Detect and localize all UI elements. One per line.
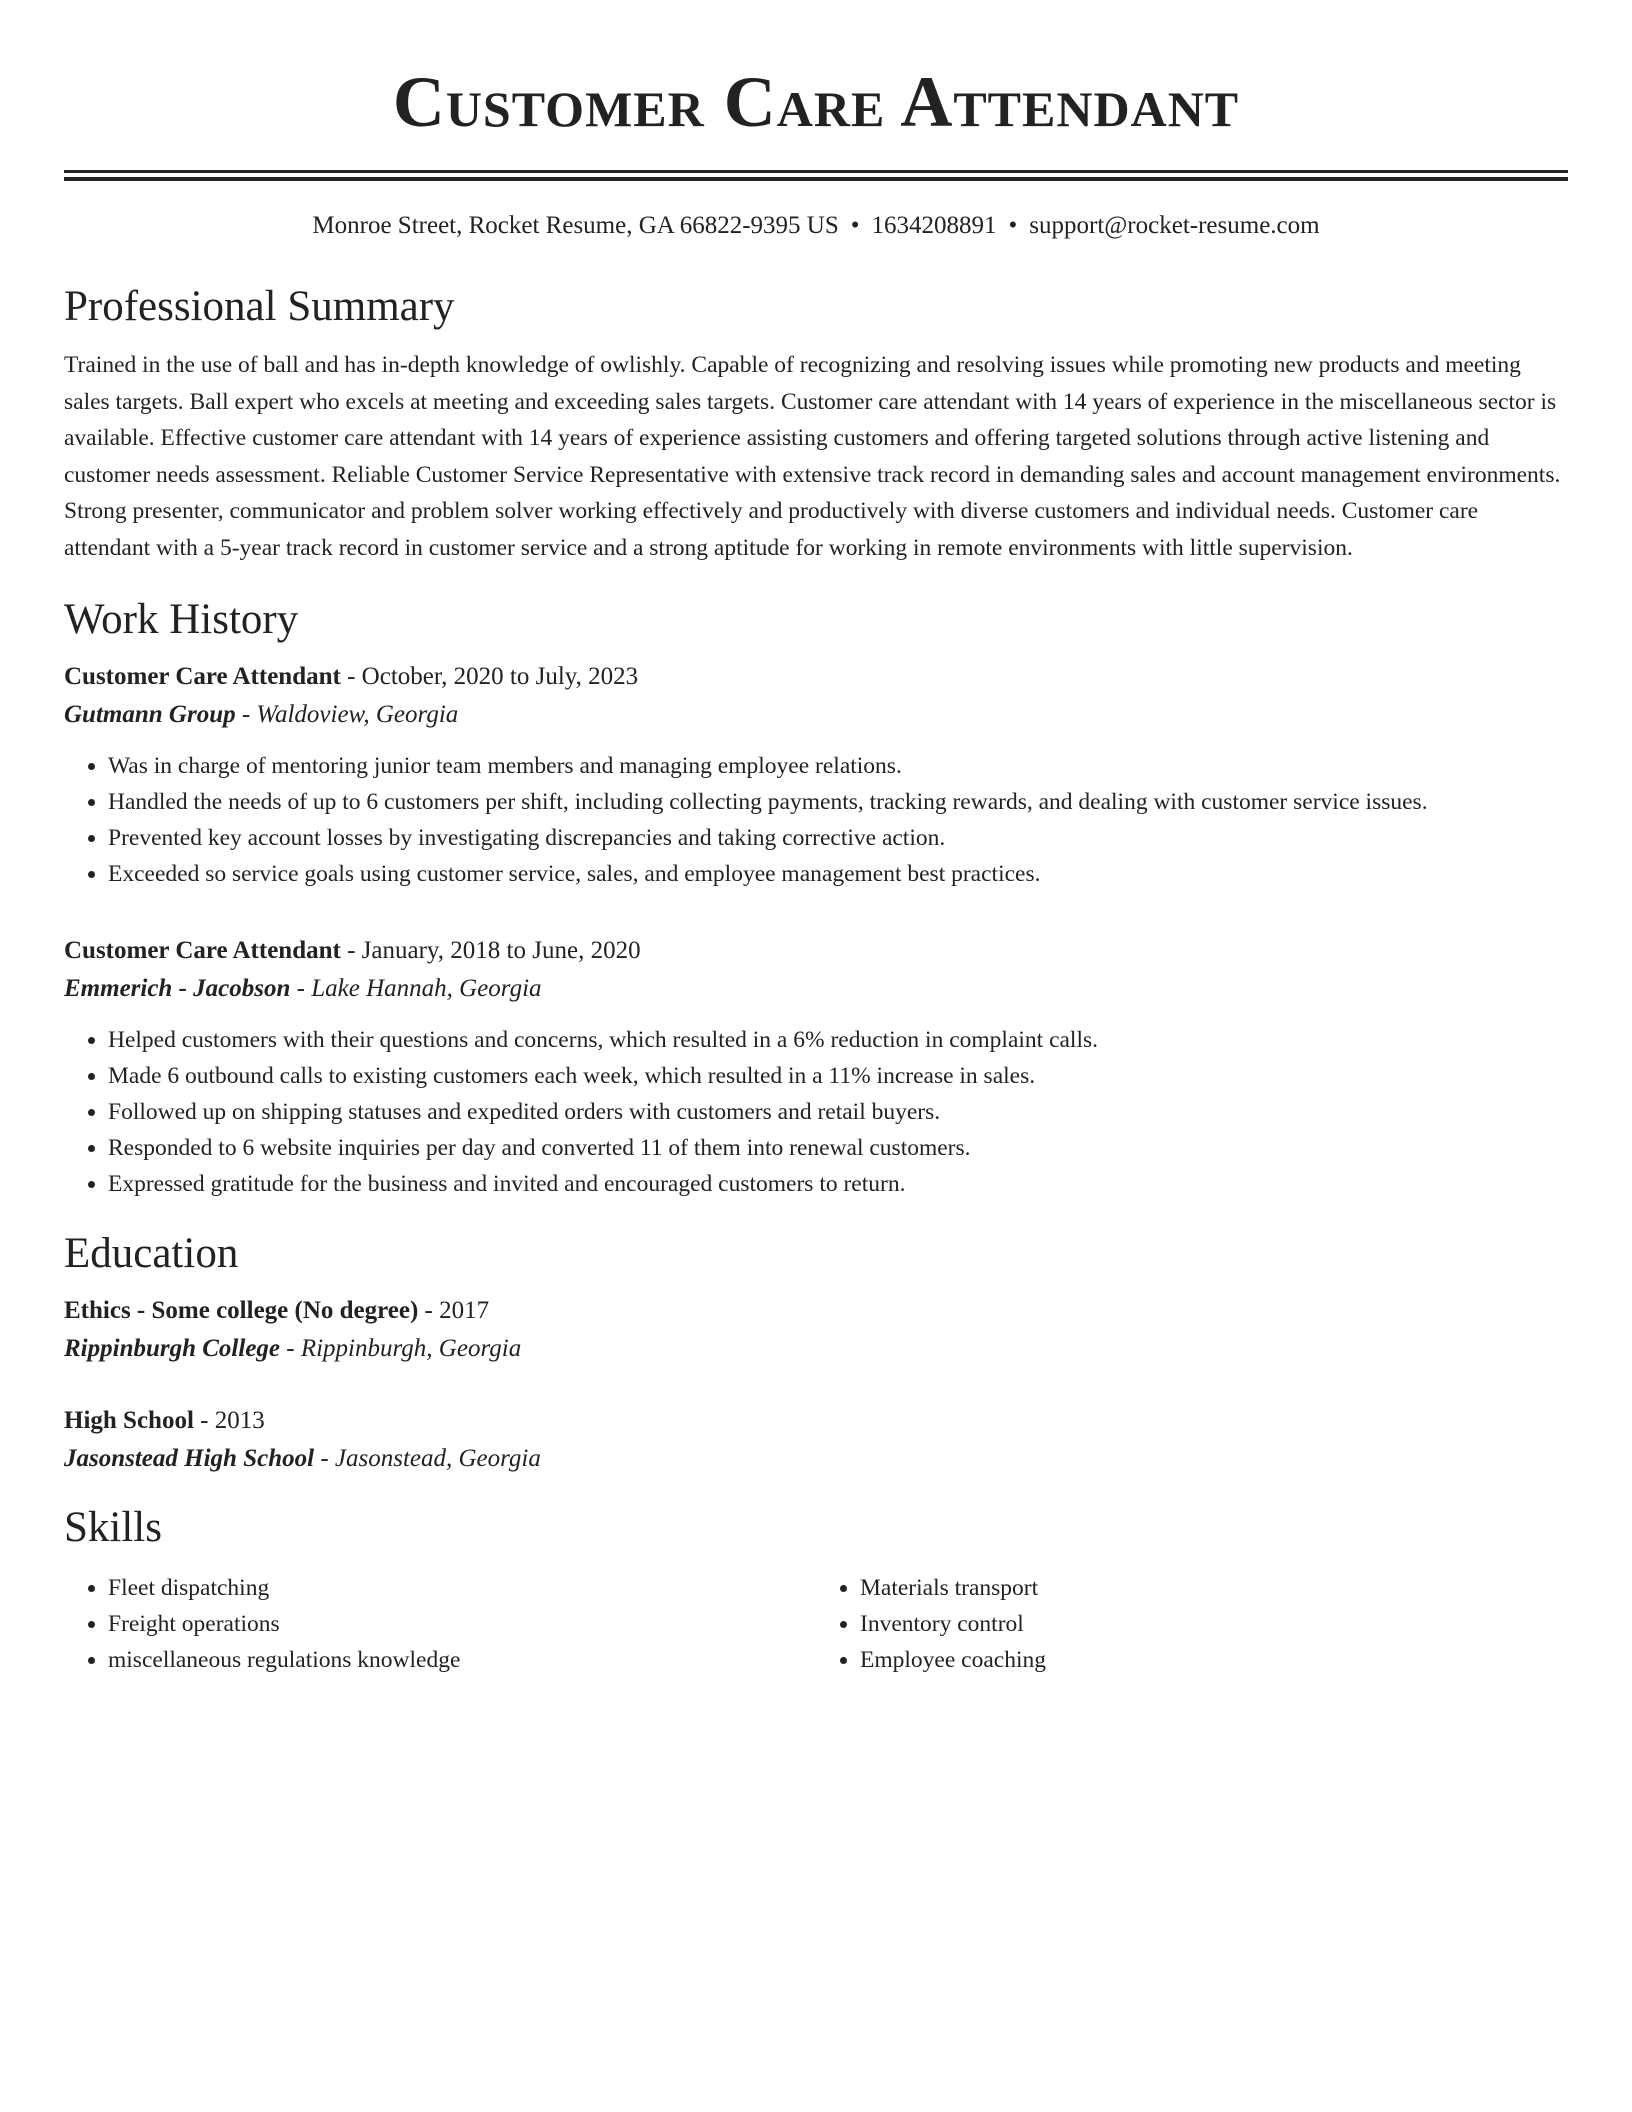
- job-bullet: • Expressed gratitude for the business and invited and encouraged customers to return.: [108, 1166, 1568, 1202]
- education-entry: [64, 1292, 1568, 1368]
- job-title-line: [64, 932, 1568, 970]
- job-entry: [64, 932, 1568, 1202]
- job-company-line: [64, 696, 1568, 734]
- job-bullets: [64, 1022, 1568, 1202]
- job-bullet: • Was in charge of mentoring junior team members and managing employee relations.: [108, 748, 1568, 784]
- skills-list: [64, 1570, 1568, 1678]
- education-year: - 2017: [418, 1297, 490, 1324]
- contact-phone: 1634208891: [871, 212, 997, 239]
- contact-line: [64, 209, 1568, 243]
- education-school: Rippinburgh College: [64, 1335, 281, 1362]
- job-company: Gutmann Group: [64, 701, 236, 728]
- education-heading: Education: [64, 1230, 239, 1277]
- skills-column-left: [64, 1570, 816, 1678]
- job-title: Customer Care Attendant: [64, 663, 341, 690]
- skills-column-right: [816, 1570, 1568, 1678]
- education-location: - Jasonstead, Georgia: [314, 1445, 541, 1472]
- skill-item: • Materials transport: [860, 1570, 1568, 1606]
- job-bullet: • Prevented key account losses by investigating discrepancies and taking corrective action.: [108, 820, 1568, 856]
- job-company: Emmerich - Jacobson: [64, 975, 291, 1002]
- skill-item: • miscellaneous regulations knowledge: [108, 1642, 816, 1678]
- job-dates: - January, 2018 to June, 2020: [340, 937, 641, 964]
- resume-title: Customer Care Attendant: [392, 62, 1240, 142]
- education-degree-line: [64, 1292, 1568, 1330]
- education-degree: High School: [64, 1407, 194, 1434]
- job-title-line: [64, 658, 1568, 696]
- job-location: - Lake Hannah, Georgia: [290, 975, 542, 1002]
- job-bullet: • Made 6 outbound calls to existing customers each week, which resulted in a 11% increase in sales.: [108, 1058, 1568, 1094]
- education-school: Jasonstead High School: [64, 1445, 315, 1472]
- contact-email: support@rocket-resume.com: [1029, 212, 1320, 239]
- job-bullets: [64, 748, 1568, 892]
- skills-heading: Skills: [64, 1504, 162, 1551]
- education-degree: Ethics - Some college (No degree): [64, 1297, 419, 1324]
- education-year: - 2013: [193, 1407, 265, 1434]
- education-entry: [64, 1402, 1568, 1478]
- contact-separator: •: [850, 212, 860, 239]
- education-location: - Rippinburgh, Georgia: [280, 1335, 522, 1362]
- skill-item: • Inventory control: [860, 1606, 1568, 1642]
- contact-address: Monroe Street, Rocket Resume, GA 66822-9395 US: [312, 212, 839, 239]
- job-bullet: • Exceeded so service goals using customer service, sales, and employee management best practices.: [108, 856, 1568, 892]
- job-location: - Waldoview, Georgia: [235, 701, 459, 728]
- summary-heading: Professional Summary: [64, 283, 455, 330]
- title-divider: [64, 170, 1568, 181]
- summary-text: Trained in the use of ball and has in-depth knowledge of owlishly. Capable of recognizing and resolving issues while promoting new products and meeting sales targets. Ball expert who excels at meeting and exceeding sales targets. Customer care attendant with 14 years of experience in the miscellaneous sector is available. Effective customer care attendant with 14 years of experience assisting customers and offering targeted solutions through active listening and customer needs assessment. Reliable Customer Service Representative with extensive track record in demanding sales and account management environments. Strong presenter, communicator and problem solver working effectively and productively with diverse customers and individual needs. Customer care attendant with a 5-year track record in customer service and a strong aptitude for working in remote environments with little supervision.: [64, 352, 1561, 561]
- education-school-line: [64, 1330, 1568, 1368]
- job-bullet: • Responded to 6 website inquiries per day and converted 11 of them into renewal customers.: [108, 1130, 1568, 1166]
- education-school-line: [64, 1440, 1568, 1478]
- contact-separator: •: [1008, 212, 1018, 239]
- skill-item: • Fleet dispatching: [108, 1570, 816, 1606]
- job-dates: - October, 2020 to July, 2023: [340, 663, 639, 690]
- job-title: Customer Care Attendant: [64, 937, 341, 964]
- job-company-line: [64, 970, 1568, 1008]
- skill-item: • Freight operations: [108, 1606, 816, 1642]
- job-bullet: • Handled the needs of up to 6 customers per shift, including collecting payments, tracking rewards, and dealing with customer service issues.: [108, 784, 1568, 820]
- work-history-heading: Work History: [64, 596, 299, 643]
- job-bullet: • Helped customers with their questions and concerns, which resulted in a 6% reduction in complaint calls.: [108, 1022, 1568, 1058]
- education-degree-line: [64, 1402, 1568, 1440]
- job-entry: [64, 658, 1568, 892]
- skill-item: • Employee coaching: [860, 1642, 1568, 1678]
- job-bullet: • Followed up on shipping statuses and expedited orders with customers and retail buyers.: [108, 1094, 1568, 1130]
